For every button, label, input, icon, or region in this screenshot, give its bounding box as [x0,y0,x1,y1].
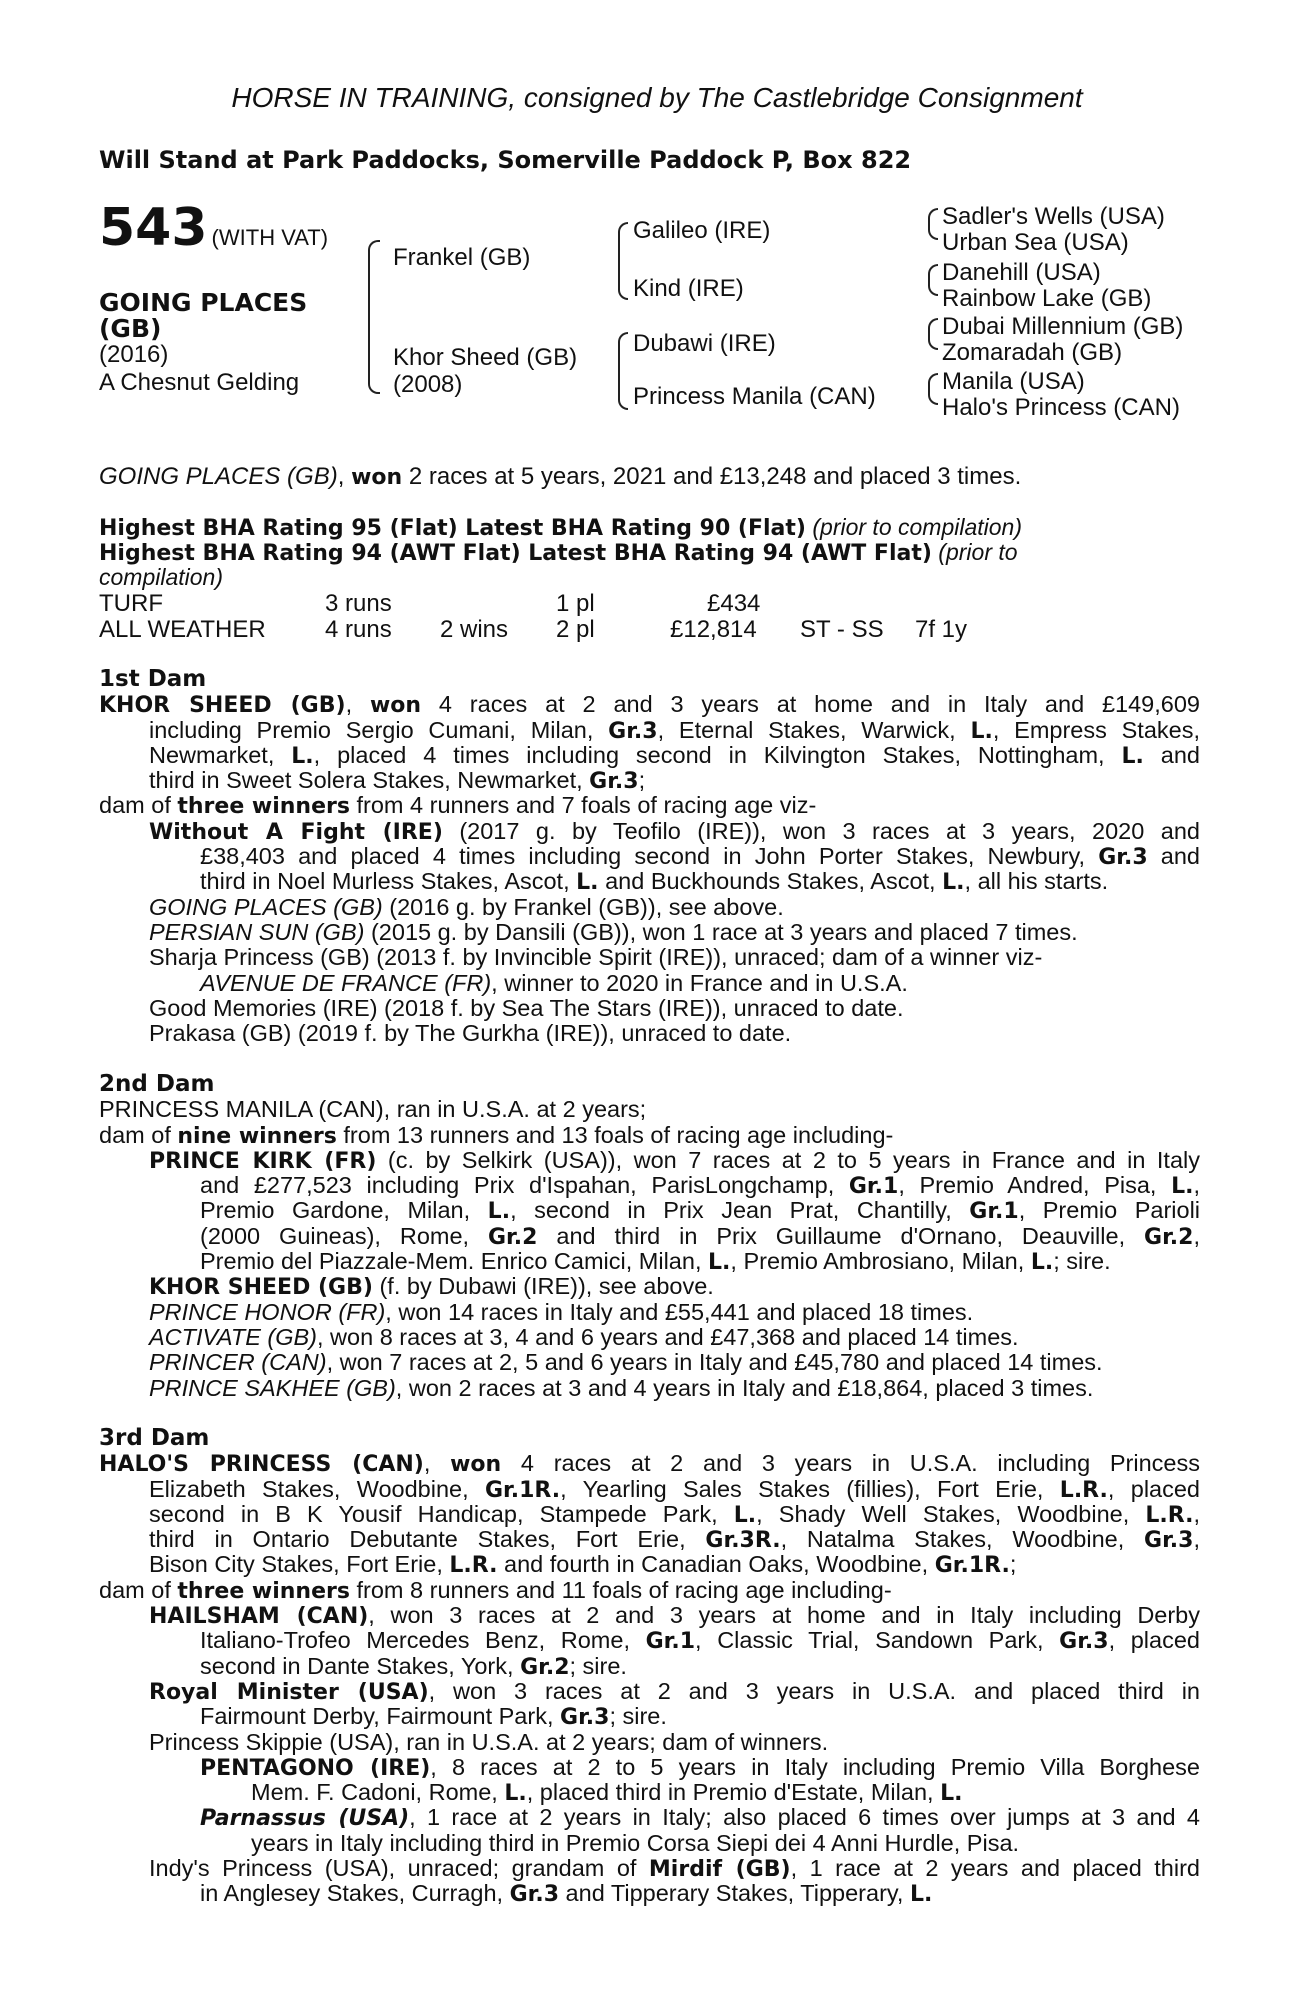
pedigree-g3: Danehill (USA) [942,259,1101,286]
brace-g3a-bottom [928,222,938,240]
first-dam-line-6: Without A Fight (IRE) (2017 g. by Teofilo (IRE)), won 3 races at 3 years, 2020 and [149,818,1200,845]
rating-flat-note: (prior to compilation) [805,514,1023,540]
lot-number-value: 543 [99,198,208,258]
second-dam-line-11: PRINCER (CAN), won 7 races at 2, 5 and 6 years in Italy and £45,780 and placed 14 times. [149,1349,1103,1376]
pedigree-g4: Rainbow Lake (GB) [942,285,1152,312]
third-dam-line-11: Fairmount Derby, Fairmount Park, Gr.3; sire. [200,1703,667,1731]
first-dam-line-11: Sharja Princess (GB) (2013 f. by Invincible Spirit (IRE)), unraced; dam of a winner viz- [149,944,1043,971]
third-dam-line-6: dam of three winners from 8 runners and 11 foals of racing age including- [99,1576,892,1604]
record-aw-label: ALL WEATHER [99,616,266,643]
first-dam-line-5: dam of three winners from 4 runners and 7 foals of racing age viz- [99,792,817,820]
horse-year: (2016) [99,341,169,368]
record-turf-prize: £434 [707,590,761,617]
race-summary [99,463,1021,491]
lot-number [99,198,329,264]
horse-description: A Chesnut Gelding [99,369,300,396]
pedigree-sire-dam: Kind (IRE) [633,275,744,302]
second-dam-line-7: Premio del Piazzale-Mem. Enrico Camici, Milan, L., Premio Ambrosiano, Milan, L.; sire. [200,1248,1111,1276]
third-dam-line-3: second in B K Yousif Handicap, Stampede Park, L., Shady Well Stakes, Woodbine, L.R., [149,1501,1200,1528]
third-dam-line-9: second in Dante Stakes, York, Gr.2; sire. [200,1652,627,1680]
first-dam-line-13: Good Memories (IRE) (2018 f. by Sea The Stars (IRE)), unraced to date. [149,994,904,1021]
second-dam-line-12: PRINCE SAKHEE (GB), won 2 races at 3 and 4 years in Italy and £18,864, placed 3 times. [149,1374,1094,1401]
record-aw-runs: 4 runs [325,616,392,643]
pedigree-g6: Zomaradah (GB) [942,339,1123,366]
record-turf-label: TURF [99,590,163,617]
summary-rest: 2 races at 5 years, 2021 and £13,248 and placed 3 times. [402,463,1022,490]
second-dam-line-10: ACTIVATE (GB), won 8 races at 3, 4 and 6 years and £47,368 and placed 14 times. [149,1323,1019,1350]
third-dam-line-14: Mem. F. Cadoni, Rome, L., placed third in Premio d'Estate, Milan, L. [251,1779,963,1807]
third-dam-line-5: Bison City Stakes, Fort Erie, L.R. and fourth in Canadian Oaks, Woodbine, Gr.1R.; [149,1551,1017,1579]
third-dam-line-2: Elizabeth Stakes, Woodbine, Gr.1R., Yearling Sales Stakes (fillies), Fort Erie, L.R., placed [149,1476,1200,1502]
third-dam-line-10: Royal Minister (USA), won 3 races at 2 and 3 years in U.S.A. and placed third in [149,1678,1200,1705]
third-dam-line-4: third in Ontario Debutante Stakes, Fort Erie, Gr.3R., Natalma Stakes, Woodbine, Gr.3, [149,1527,1200,1553]
horse-name: GOING PLACES [99,288,308,317]
pedigree-dam-sire: Dubawi (IRE) [633,330,776,357]
pedigree-g2: Urban Sea (USA) [942,229,1129,256]
vat-note: (WITH VAT) [211,225,329,250]
horse-name-country: (GB) [99,314,162,343]
page-title: HORSE IN TRAINING, consigned by The Castlebridge Consignment [231,82,1083,113]
record-aw-going: ST - SS [800,616,884,643]
brace-g3d-bottom [928,387,938,405]
first-dam-line-14: Prakasa (GB) (2019 f. by The Gurkha (IRE)), unraced to date. [149,1020,792,1047]
brace-sire-bottom [368,320,380,394]
second-dam-line-2: dam of nine winners from 13 runners and 13 foals of racing age including- [99,1121,894,1149]
first-dam-section [99,667,1200,1046]
third-dam-line-1: HALO'S PRINCESS (CAN), won 4 races at 2 and 3 years in U.S.A. including Princess [99,1451,1200,1477]
third-dam-line-18: in Anglesey Stakes, Curragh, Gr.3 and Tipperary Stakes, Tipperary, L. [200,1880,933,1908]
second-dam-line-5: Premio Gardone, Milan, L., second in Prix Jean Prat, Chantilly, Gr.1, Premio Parioli [200,1198,1200,1224]
second-dam-line-8: KHOR SHEED (GB) (f. by Dubawi (IRE)), see above. [149,1273,714,1301]
record-aw-wins: 2 wins [440,616,509,643]
third-dam-line-7: HAILSHAM (CAN), won 3 races at 2 and 3 years at home and in Italy including Derby [149,1603,1200,1629]
rating-awt-note-2: compilation) [99,564,223,590]
pedigree-g7: Manila (USA) [942,368,1085,395]
second-dam-line-6: (2000 Guineas), Rome, Gr.2 and third in Prix Guillaume d'Ornano, Deauville, Gr.2, [200,1223,1200,1250]
third-dam-line-12: Princess Skippie (USA), ran in U.S.A. at 2 years; dam of winners. [149,1728,829,1755]
pedigree-g1: Sadler's Wells (USA) [942,203,1165,230]
pedigree-dam-year: (2008) [393,371,463,398]
brace-g3b-bottom [928,278,938,296]
record-turf-placed: 1 pl [556,590,595,617]
pedigree-g8: Halo's Princess (CAN) [942,394,1180,421]
first-dam-line-4: third in Sweet Solera Stakes, Newmarket, Gr.3; [149,767,646,795]
pedigree-dam: Khor Sheed (GB) [393,344,578,371]
brace-g1-bottom [618,254,628,300]
second-dam-line-1: PRINCESS MANILA (CAN), ran in U.S.A. at 2 years; [99,1096,647,1123]
first-dam-line-12: AVENUE DE FRANCE (FR), winner to 2020 in France and in U.S.A. [200,969,908,996]
pedigree-sire: Frankel (GB) [393,244,531,271]
third-dam-line-13: PENTAGONO (IRE), 8 races at 2 to 5 years in Italy including Premio Villa Borghese [200,1754,1200,1781]
rating-awt [99,539,1018,566]
pedigree-dam-dam: Princess Manila (CAN) [633,383,876,410]
rating-awt-note: (prior to [931,539,1018,565]
record-aw-prize: £12,814 [670,616,757,643]
summary-comma: , [337,463,352,490]
record-aw-distance: 7f 1y [915,616,968,643]
second-dam-section [99,1072,1200,1401]
second-dam-line-4: and £277,523 including Prix d'Ispahan, ParisLongchamp, Gr.1, Premio Andred, Pisa, L., [200,1173,1200,1199]
first-dam-line-8: third in Noel Murless Stakes, Ascot, L. and Buckhounds Stakes, Ascot, L., all his starts. [200,868,1109,896]
brace-g2-top [618,332,628,370]
pedigree-g5: Dubai Millennium (GB) [942,313,1184,340]
third-dam-line-17: Indy's Princess (USA), unraced; grandam of Mirdif (GB), 1 race at 2 years and placed third [149,1856,1200,1882]
brace-g2-bottom [618,368,628,410]
third-dam-heading: 3rd Dam [99,1425,210,1451]
pedigree-sire-sire: Galileo (IRE) [633,217,771,244]
third-dam-section [99,1426,1200,1907]
third-dam-line-16: years in Italy including third in Premio Corsa Siepi dei 4 Anni Hurdle, Pisa. [251,1829,1020,1856]
rating-awt-text: Highest BHA Rating 94 (AWT Flat) Latest BHA Rating 94 (AWT Flat) [99,541,932,566]
second-dam-line-3: PRINCE KIRK (FR) (c. by Selkirk (USA)), won 7 races at 2 to 5 years in France and in Italy [149,1147,1200,1174]
summary-won: won [351,465,403,490]
second-dam-heading: 2nd Dam [99,1071,215,1097]
brace-g3c-bottom [928,332,938,350]
first-dam-line-7: £38,403 and placed 4 times including second in John Porter Stakes, Newbury, Gr.3 and [200,844,1200,870]
first-dam-line-3: Newmarket, L., placed 4 times including second in Kilvington Stakes, Nottingham, L. and [149,742,1200,769]
brace-sire-top [368,240,380,322]
record-aw-placed: 2 pl [556,616,595,643]
stand-location: Will Stand at Park Paddocks, Somerville Paddock P, Box 822 [99,146,912,174]
record-turf-runs: 3 runs [325,590,392,617]
first-dam-line-10: PERSIAN SUN (GB) (2015 g. by Dansili (GB)), won 1 race at 3 years and placed 7 times. [149,918,1078,945]
first-dam-line-2: including Premio Sergio Cumani, Milan, Gr.3, Eternal Stakes, Warwick, L., Empress Stakes, [149,717,1200,743]
rating-flat [99,514,1022,541]
second-dam-line-9: PRINCE HONOR (FR), won 14 races in Italy and £55,441 and placed 18 times. [149,1298,974,1325]
third-dam-line-15: Parnassus (USA), 1 race at 2 years in Italy; also placed 6 times over jumps at 3 and 4 [200,1805,1200,1831]
first-dam-line-1: KHOR SHEED (GB), won 4 races at 2 and 3 years at home and in Italy and £149,609 [99,692,1200,718]
summary-horse: GOING PLACES (GB) [99,463,338,490]
brace-g1-top [618,222,628,256]
rating-flat-text: Highest BHA Rating 95 (Flat) Latest BHA Rating 90 (Flat) [99,516,806,541]
first-dam-line-9: GOING PLACES (GB) (2016 g. by Frankel (GB)), see above. [149,893,784,920]
third-dam-line-8: Italiano-Trofeo Mercedes Benz, Rome, Gr.1, Classic Trial, Sandown Park, Gr.3, placed [200,1628,1200,1654]
first-dam-heading: 1st Dam [99,666,207,692]
